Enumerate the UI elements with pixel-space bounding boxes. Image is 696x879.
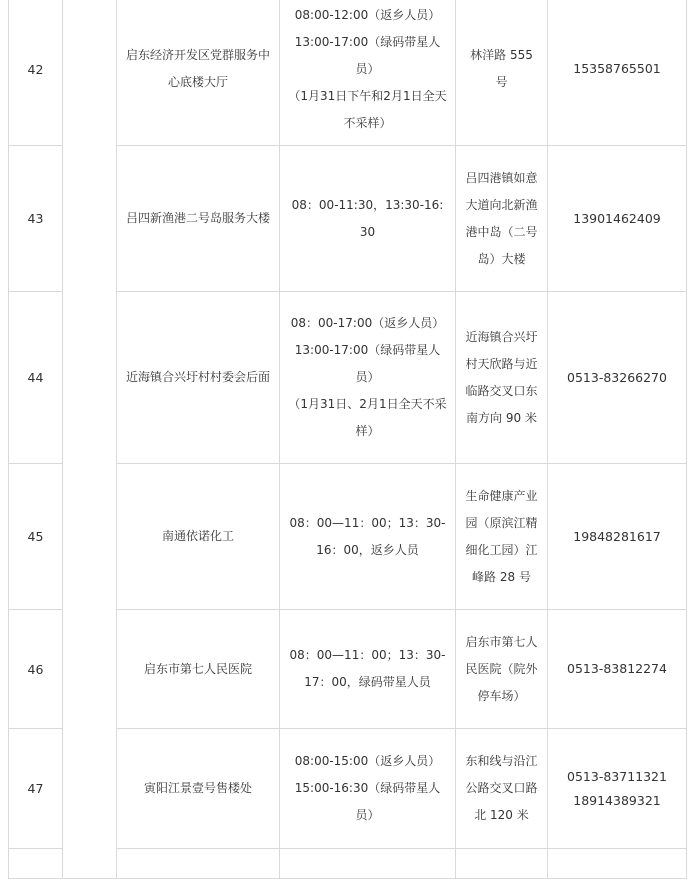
site-name: 近海镇合兴圩村村委会后面 (117, 292, 280, 464)
time-line: 08：00—11：00；13：30-16：00，返乡人员 (289, 515, 446, 557)
site-name: 吕四新渔港二号岛服务大楼 (117, 146, 280, 292)
site-name: 南通依诺化工 (117, 464, 280, 610)
phone-number: 15358765501 (573, 61, 661, 76)
address: 吕四港镇如意大道向北新渔港中岛（二号岛）大楼 (456, 146, 548, 292)
time-line: 13:00-17:00（绿码带星人员） (294, 343, 441, 384)
address: 东和线与沿江公路交叉口路北 120 米 (456, 729, 548, 849)
empty-cell (548, 849, 687, 879)
testing-sites-table (8, 0, 687, 879)
row-number: 47 (9, 729, 63, 849)
row-number: 42 (9, 0, 63, 146)
address: 林洋路 555 号 (456, 0, 548, 146)
sampling-time (280, 292, 456, 464)
merged-column-cell (63, 0, 117, 879)
time-line: 08：00—11：00；13：30-17：00，绿码带星人员 (289, 648, 446, 689)
table-row (9, 0, 687, 146)
address: 生命健康产业园（原滨江精细化工园）江峰路 28 号 (456, 464, 548, 610)
empty-cell (9, 849, 63, 879)
time-line: （1月31日下午和2月1日全天不采样） (288, 88, 447, 130)
time-line: 15:00-16:30（绿码带星人员） (294, 781, 441, 822)
row-number: 44 (9, 292, 63, 464)
time-line: 08：00-11:30，13:30-16:30 (291, 197, 444, 239)
empty-cell (280, 849, 456, 879)
phone-number: 13901462409 (573, 210, 661, 226)
sampling-time (280, 146, 456, 292)
row-number: 43 (9, 146, 63, 292)
phone (548, 729, 687, 849)
row-number: 46 (9, 610, 63, 729)
time-line: （1月31日、2月1日全天不采样） (288, 397, 447, 438)
time-line: 08:00-15:00（返乡人员） (294, 754, 441, 768)
phone (548, 464, 687, 610)
sampling-time (280, 729, 456, 849)
site-name: 寅阳江景壹号售楼处 (117, 729, 280, 849)
phone (548, 292, 687, 464)
time-line: 08：00-17:00（返乡人员） (290, 316, 445, 330)
phone-number: 0513-83266270 (567, 369, 667, 385)
phone-number: 18914389321 (573, 792, 661, 808)
site-name: 启东市第七人民医院 (117, 610, 280, 729)
time-line: 13:00-17:00（绿码带星人员） (294, 34, 441, 76)
sampling-time (280, 610, 456, 729)
site-name: 启东经济开发区党群服务中心底楼大厅 (117, 0, 280, 146)
phone-number: 0513-83711321 (567, 768, 667, 784)
sampling-time (280, 464, 456, 610)
phone (548, 146, 687, 292)
row-number: 45 (9, 464, 63, 610)
address: 启东市第七人民医院（院外停车场） (456, 610, 548, 729)
address: 近海镇合兴圩村天欣路与近临路交叉口东南方向 90 米 (456, 292, 548, 464)
phone-number: 0513-83812274 (567, 661, 667, 676)
phone-number: 19848281617 (573, 528, 661, 544)
phone (548, 610, 687, 729)
time-line: 08:00-12:00（返乡人员） (294, 7, 441, 22)
empty-cell (456, 849, 548, 879)
phone (548, 0, 687, 146)
empty-cell (117, 849, 280, 879)
sampling-time (280, 0, 456, 146)
